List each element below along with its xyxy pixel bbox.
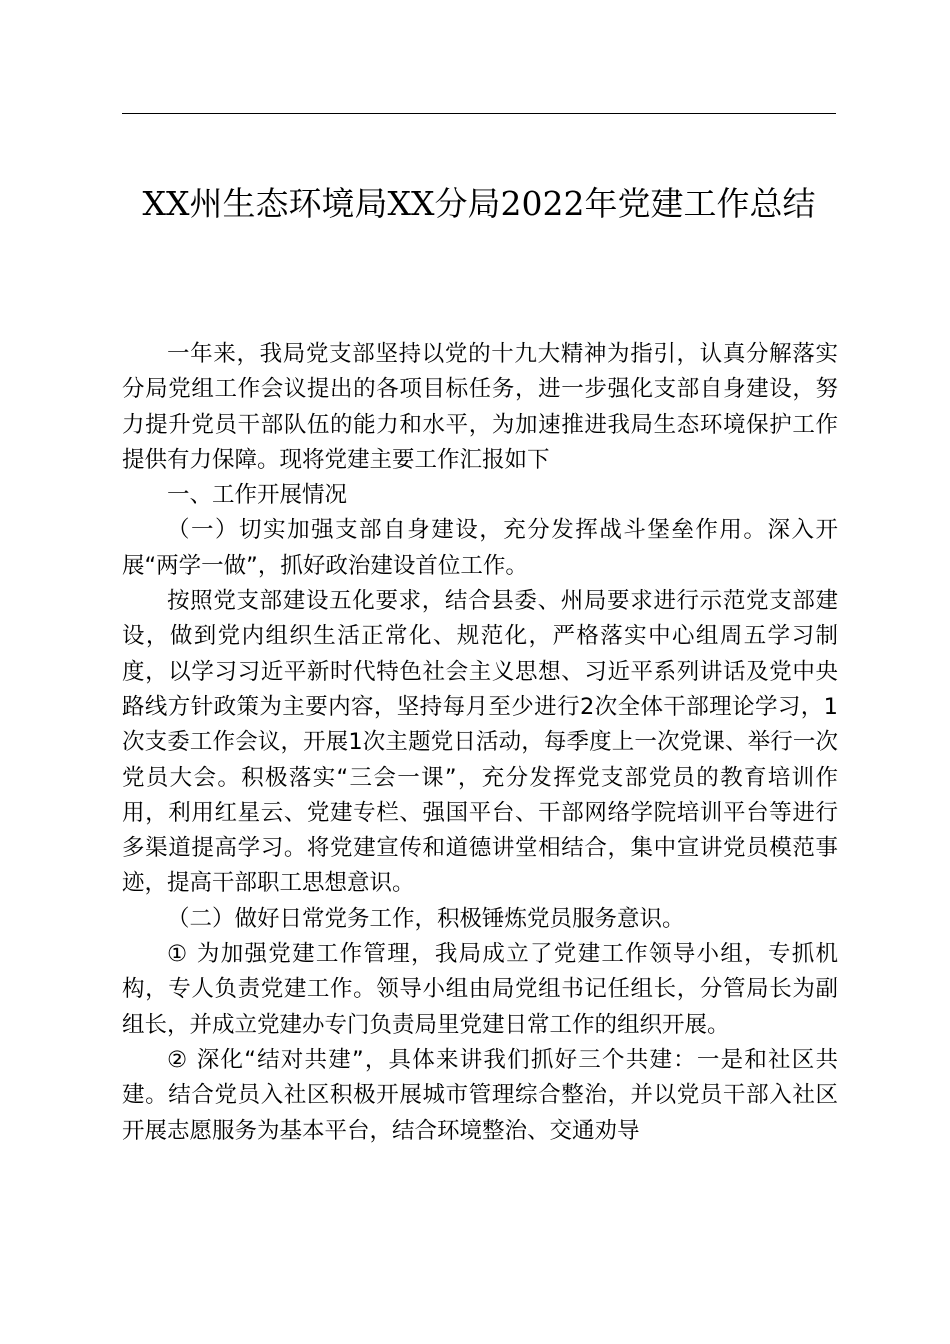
subsection-heading-1: （一）切实加强支部自身建设，充分发挥战斗堡垒作用。深入开展“两学一做”，抓好政治建设首位工作。 (122, 517, 838, 579)
section-heading-1: 一、工作开展情况 (167, 482, 348, 509)
subsection-heading-2: （二）做好日常党务工作，积极锤炼党员服务意识。 (167, 905, 685, 932)
paragraph-item-1: ① 为加强党建工作管理，我局成立了党建工作领导小组，专抓机构，专人负责党建工作。领导小组由局党组书记任组长，分管局长为副组长，并成立党建办专门负责局里党建日常工作的组织开展。 (122, 941, 838, 1038)
header-rule (122, 113, 836, 114)
document-body (122, 337, 838, 1149)
paragraph-intro: 一年来，我局党支部坚持以党的十九大精神为指引，认真分解落实分局党组工作会议提出的各项目标任务，进一步强化支部自身建设，努力提升党员干部队伍的能力和水平，为加速推进我局生态环境保护工作提供有力保障。现将党建主要工作汇报如下 (122, 341, 838, 473)
paragraph-item-2: ② 深化“结对共建”，具体来讲我们抓好三个共建：一是和社区共建。结合党员入社区积极开展城市管理综合整治，并以党员干部入社区开展志愿服务为基本平台，结合环境整治、交通劝导 (122, 1046, 838, 1144)
document-title: XX州生态环境局XX分局2022年党建工作总结 (142, 184, 816, 223)
paragraph-party-building: 按照党支部建设五化要求，结合县委、州局要求进行示范党支部建设，做到党内组织生活正常化、规范化，严格落实中心组周五学习制度，以学习习近平新时代特色社会主义思想、习近平系列讲话及党中央路线方针政策为主要内容，坚持每月至少进行2次全体干部理论学习，1次支委工作会议，开展1次主题党日活动，每季度上一次党课、举行一次党员大会。积极落实“三会一课”，充分发挥党支部党员的教育培训作用，利用红星云、党建专栏、强国平台、干部网络学院培训平台等进行多渠道提高学习。将党建宣传和道德讲堂相结合，集中宣讲党员模范事迹，提高干部职工思想意识。 (122, 588, 838, 897)
